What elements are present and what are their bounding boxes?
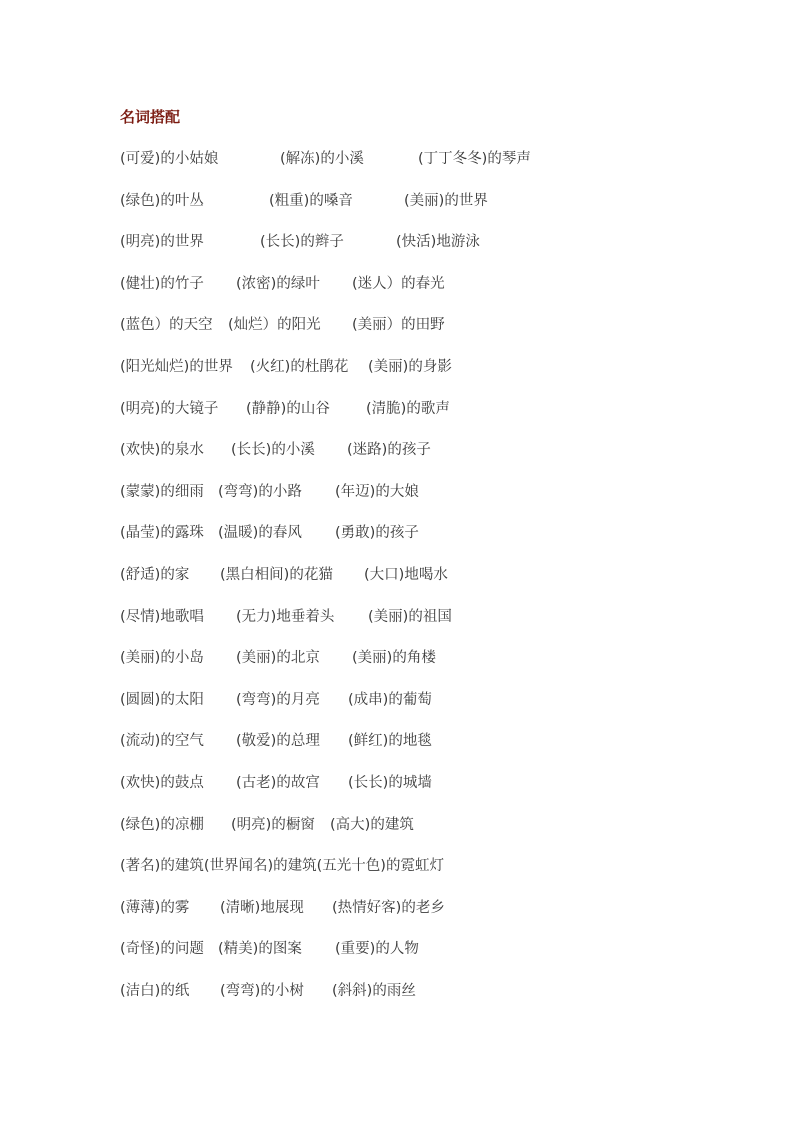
section-heading: 名词搭配 [120, 108, 181, 126]
phrase-item: (薄薄)的雾 [120, 899, 190, 916]
phrase-item: (美丽）的田野 [352, 317, 445, 334]
phrase-item: (温暖)的春风 [218, 525, 302, 542]
phrase-item: (洁白)的纸 [120, 982, 190, 999]
phrase-item: (长长)的城墙 [348, 774, 432, 791]
phrase-item: (流动)的空气 [120, 733, 204, 750]
phrase-item: (鲜红)的地毯 [348, 733, 432, 750]
phrase-item: (圆圆)的太阳 [120, 691, 204, 708]
phrase-item: (成串)的葡萄 [348, 691, 432, 708]
phrase-item: (晶莹)的露珠 [120, 525, 204, 542]
phrase-item: (明亮)的世界 [120, 234, 204, 251]
phrase-item: (绿色)的凉棚 [120, 816, 204, 833]
phrase-item: (重要)的人物 [335, 941, 419, 958]
phrase-item: (年迈)的大娘 [335, 483, 419, 500]
phrase-item: (热情好客)的老乡 [332, 899, 445, 916]
phrase-item: (奇怪)的问题 [120, 941, 204, 958]
phrase-item: (阳光灿烂)的世界 [120, 358, 233, 375]
phrase-item: (美丽)的北京 [236, 650, 320, 667]
phrase-item: (敬爱)的总理 [236, 733, 320, 750]
phrase-item: (大口)地喝水 [364, 566, 448, 583]
phrase-item: (浓密)的绿叶 [236, 275, 320, 292]
phrase-item: (清脆)的歌声 [366, 400, 450, 417]
phrase-item: (欢快)的鼓点 [120, 774, 204, 791]
phrase-item: (迷人）的春光 [352, 275, 445, 292]
phrase-item: (健壮)的竹子 [120, 275, 204, 292]
phrase-item: (长长)的小溪 [231, 442, 315, 459]
phrase-item: (美丽)的世界 [404, 192, 488, 209]
phrase-item: (美丽)的小岛 [120, 650, 204, 667]
phrase-item: (舒适)的家 [120, 566, 190, 583]
phrase-item: (古老)的故宫 [236, 774, 320, 791]
phrase-item: (无力)地垂着头 [236, 608, 335, 625]
phrase-item: (解冻)的小溪 [280, 151, 364, 167]
phrase-item: (蓝色）的天空 [120, 317, 213, 334]
phrase-item: (快活)地游泳 [396, 234, 480, 251]
phrase-item: (清晰)地展现 [220, 899, 304, 916]
phrase-item: (著名)的建筑(世界闻名)的建筑(五光十色)的霓虹灯 [120, 858, 444, 875]
phrase-item: (弯弯)的小路 [218, 483, 302, 500]
phrase-item: (粗重)的嗓音 [269, 192, 353, 209]
phrase-item: (斜斜)的雨丝 [332, 982, 416, 999]
phrase-item: (明亮)的橱窗 [231, 816, 315, 833]
phrase-item: (弯弯)的月亮 [236, 691, 320, 708]
phrase-item: (美丽)的身影 [368, 358, 452, 375]
phrase-item: (长长)的辫子 [260, 234, 344, 251]
phrase-item: (美丽)的角楼 [352, 650, 436, 667]
phrase-item: (明亮)的大镜子 [120, 400, 219, 417]
phrase-item: (绿色)的叶丛 [120, 192, 204, 209]
phrase-item: (蒙蒙)的细雨 [120, 483, 204, 500]
phrase-item: (静静)的山谷 [246, 400, 330, 417]
phrase-item: (迷路)的孩子 [347, 442, 431, 459]
phrase-item: (弯弯)的小树 [220, 982, 304, 999]
phrase-item: (美丽)的祖国 [368, 608, 452, 625]
phrase-item: (火红)的杜鹃花 [250, 358, 349, 375]
phrase-item: (黑白相间)的花猫 [220, 566, 333, 583]
phrase-item: (灿烂）的阳光 [228, 317, 321, 334]
phrase-item: (高大)的建筑 [330, 816, 414, 833]
phrase-item: (可爱)的小姑娘 [120, 151, 219, 167]
phrase-item: (勇敢)的孩子 [335, 525, 419, 542]
phrase-item: (尽情)地歌唱 [120, 608, 204, 625]
phrase-item: (丁丁冬冬)的琴声 [418, 151, 531, 167]
phrase-item: (欢快)的泉水 [120, 442, 204, 459]
phrase-item: (精美)的图案 [218, 941, 302, 958]
